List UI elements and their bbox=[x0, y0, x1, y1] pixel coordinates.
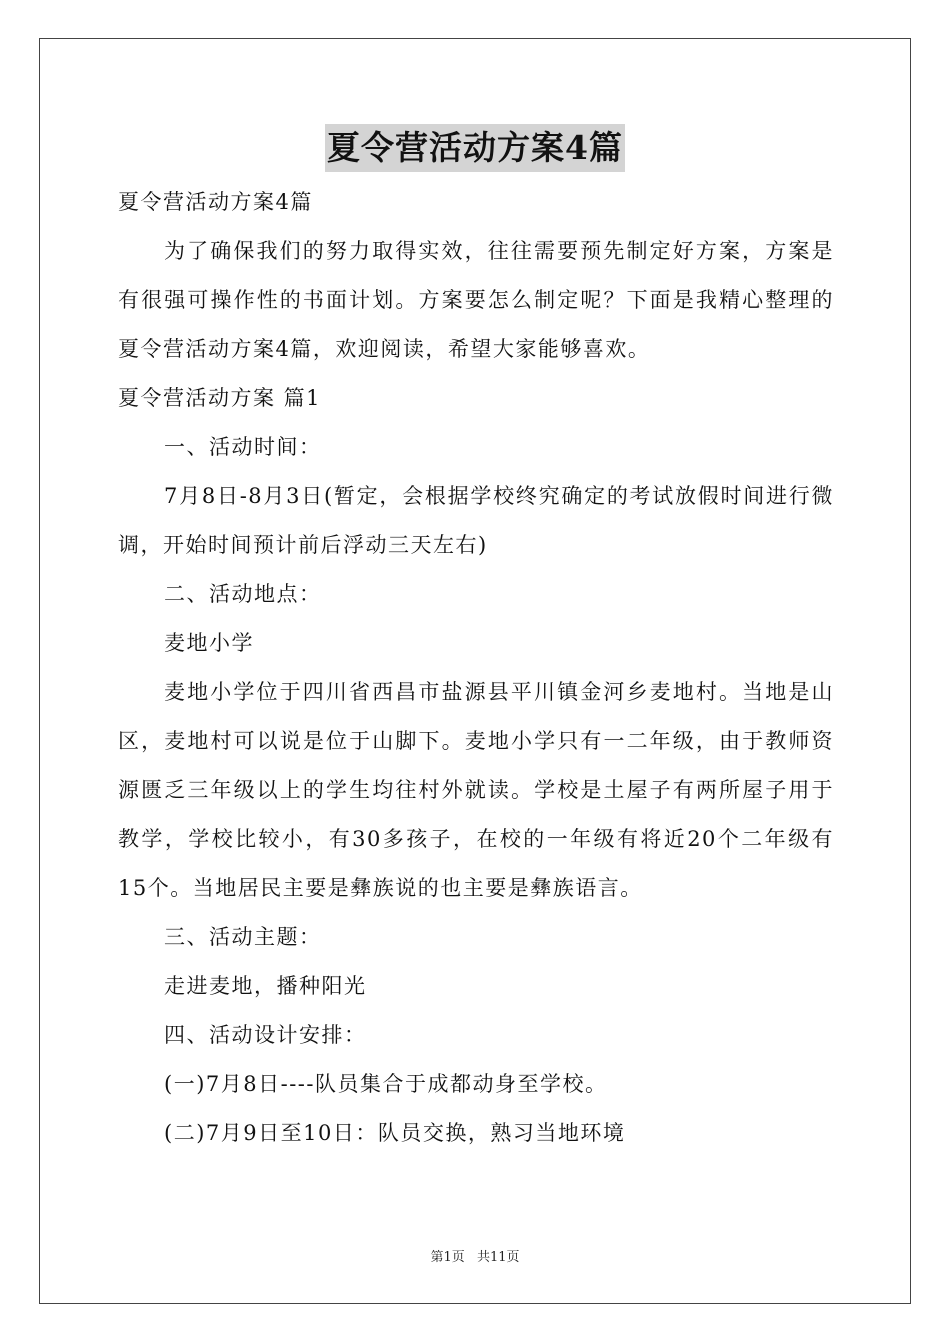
title-wrapper bbox=[0, 124, 950, 172]
paragraph: 三、活动主题： bbox=[164, 925, 322, 949]
paragraph: 二、活动地点： bbox=[164, 582, 322, 606]
paragraph: 为了确保我们的努力取得实效，往往需要预先制定好方案，方案是有很强可操作性的书面计划。方案要怎么制定呢？下面是我精心整理的夏令营活动方案4篇，欢迎阅读，希望大家能够喜欢。 bbox=[118, 239, 834, 361]
document-body bbox=[118, 178, 834, 1158]
paragraph: 7月8日-8月3日(暂定，会根据学校终究确定的考试放假时间进行微调，开始时间预计前后浮动三天左右) bbox=[118, 484, 834, 557]
paragraph: 麦地小学 bbox=[164, 631, 254, 655]
paragraph: 一、活动时间： bbox=[164, 435, 322, 459]
paragraph: (二)7月9日至10日：队员交换，熟习当地环境 bbox=[164, 1121, 626, 1145]
paragraph: 四、活动设计安排： bbox=[164, 1023, 367, 1047]
paragraph: 夏令营活动方案4篇 bbox=[118, 190, 313, 214]
paragraph: 走进麦地，播种阳光 bbox=[164, 974, 367, 998]
page-footer bbox=[0, 1246, 950, 1265]
document-title: 夏令营活动方案4篇 bbox=[325, 124, 625, 172]
page-number: 第1页 bbox=[430, 1250, 465, 1265]
paragraph: (一)7月8日----队员集合于成都动身至学校。 bbox=[164, 1072, 608, 1096]
paragraph: 麦地小学位于四川省西昌市盐源县平川镇金河乡麦地村。当地是山区，麦地村可以说是位于山脚下。麦地小学只有一二年级，由于教师资源匮乏三年级以上的学生均往村外就读。学校是土屋子有两所屋子用于教学，学校比较小，有30多孩子，在校的一年级有将近20个二年级有15个。当地居民主要是彝族说的也主要是彝族语言。 bbox=[118, 680, 834, 900]
paragraph: 夏令营活动方案 篇1 bbox=[118, 386, 322, 410]
page-total: 共11页 bbox=[476, 1250, 520, 1265]
